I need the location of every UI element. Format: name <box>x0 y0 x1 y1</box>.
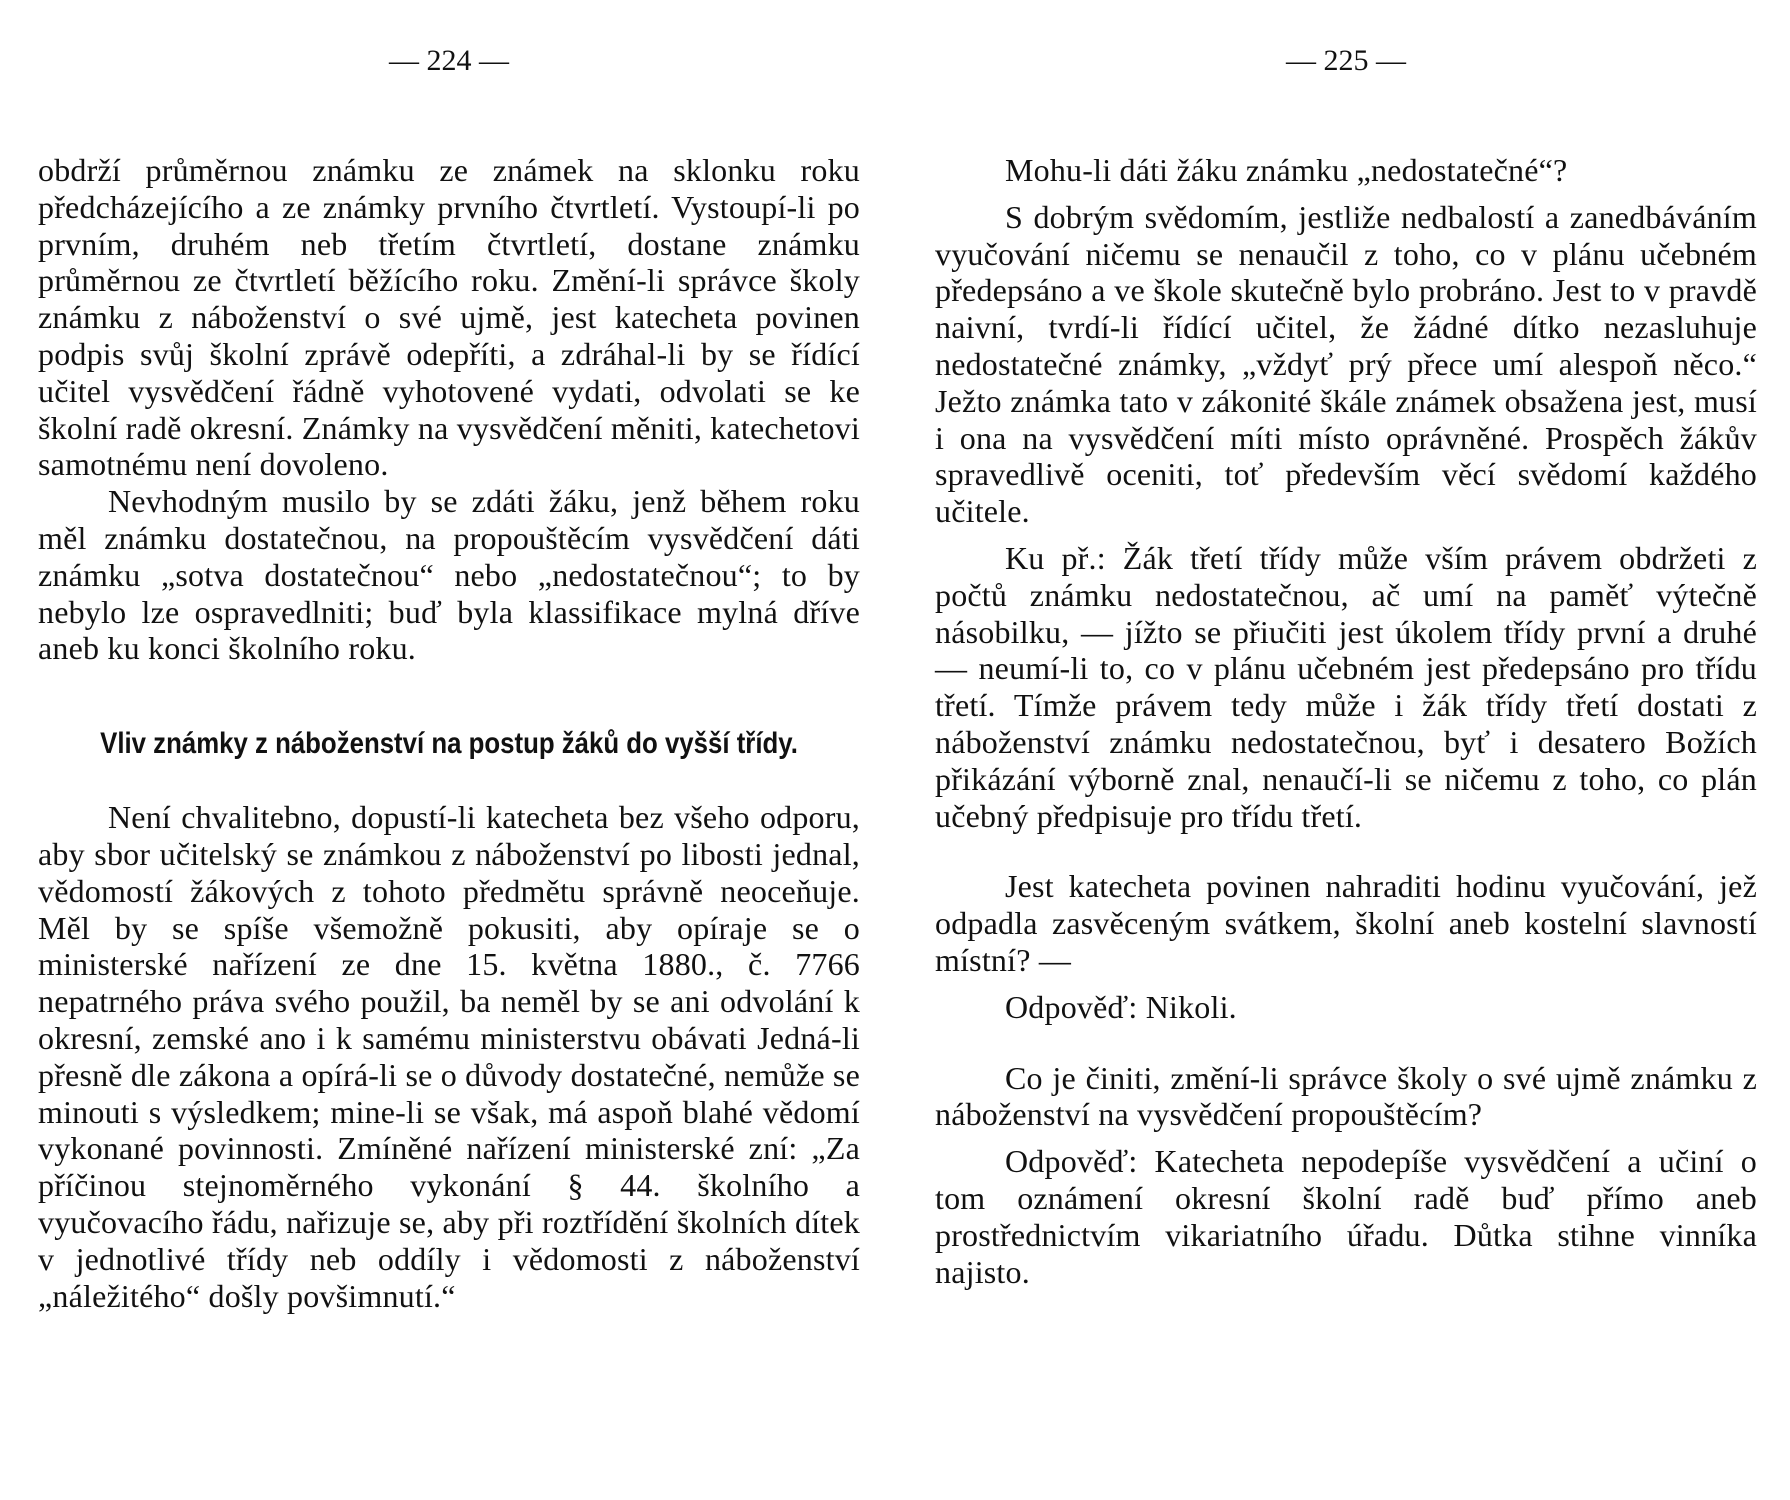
right-page <box>935 0 1757 1500</box>
spacer <box>935 834 1757 868</box>
left-paragraph-2: Nevhodným musilo by se zdáti žáku, jenž během roku měl známku dostatečnou, na propouštěcím vysvědčení dáti známku „sotva dostatečnou“ nebo „nedostatečnou“; to by nebylo lze ospravedlniti; buď byla klassifikace mylná dříve aneb ku konci školního roku. <box>38 483 860 667</box>
answer-2: Odpověď: Nikoli. <box>1005 988 1237 1025</box>
page-number-right: — 225 — <box>1286 44 1406 77</box>
right-paragraph-1: S dobrým svědomím, jestliže nedbalostí a zanedbáváním vyučování ničemu se nenaučil z toho, co v plánu učebném předepsáno a ve škole skutečně bylo probráno. Jest to v pravdě naivní, tvrdí-li řídící učitel, že žádné dítko nezasluhuje nedostatečné známky, „vždyť prý přece umí alespoň něco.“ Ježto známka tato v zákonité škále známek obsažena jest, musí i ona na vysvědčení míti místo oprávněné. Prospěch žákův spravedlivě oceniti, toť především věcí svědomí každého učitele. <box>935 198 1757 530</box>
left-page <box>38 0 860 1500</box>
spacer <box>935 979 1757 989</box>
page-number-left: — 224 — <box>389 44 509 77</box>
spacer <box>935 1133 1757 1143</box>
right-paragraph-2: Ku př.: Žák třetí třídy může vším právem obdržeti z počtů známku nedostatečnou, ač umí na paměť výtečně násobilku, — jížto se přiučiti jest úkolem třídy první a druhé — neumí-li to, co v plánu učebném jest předepsáno pro třídu třetí. Tímže právem tedy může i žák třídy třetí dostati z náboženství známku nedostatečnou, byť i desatero Božích přikázání výborně znal, nenaučí-li se ničemu z toho, co plán učebný předpisuje pro třídu třetí. <box>935 539 1757 834</box>
left-paragraph-1: obdrží průměrnou známku ze známek na sklonku roku předcházejícího a ze známky prvního čtvrtletí. Vystoupí-li po prvním, druhém neb třetím čtvrtletí, dostane známku průměrnou ze čtvrtletí běžícího roku. Změní-li správce školy známku z náboženství o své ujmě, jest katecheta povinen podpis svůj školní zprávě odepříti, a zdráhal-li by se řídící učitel vysvědčení řádně vyhotovené vydati, odvolati se ke školní radě okresní. Známky na vysvědčení měniti, katechetovi samotnému není dovoleno. <box>38 152 860 483</box>
answer-3: Odpověď: Katecheta nepodepíše vysvědčení a učiní o tom oznámení okresní školní radě buď přímo aneb prostřednictvím vikariatního úřadu. Důtka stihne vinníka najisto. <box>935 1143 1757 1290</box>
section-heading: Vliv známky z náboženství na postup žáků do vyšší třídy. <box>100 727 798 761</box>
question-3: Co je činiti, změní-li správce školy o své ujmě známku z náboženství na vysvědčení propouštěcím? <box>935 1059 1757 1133</box>
right-page-text <box>935 152 1757 1290</box>
left-paragraph-3: Není chvalitebno, dopustí-li katecheta bez všeho odporu, aby sbor učitelský se známkou z náboženství po libosti jednal, vědomostí žákových z tohoto předmětu správně neoceňuje. Měl by se spíše všemožně pokusiti, aby opíraje se o ministerské nařízení ze dne 15. května 1880., č. 7766 nepatrného práva svého použil, ba neměl by se ani odvolání k okresní, zemské ano i k samému ministerstvu obávati Jedná-li přesně dle zákona a opírá-li se o důvody dostatečné, nemůže se minouti s výsledkem; mine-li se však, má aspoň blahé vědomí vykonané povinnosti. Zmíněné nařízení ministerské zní: „Za příčinou stejnoměrného vykonání § 44. školního a vyučovacího řádu, nařizuje se, aby při roztřídění školních dítek v jednotlivé třídy neb oddíly i vědomosti z náboženství „náležitého“ došly povšimnutí.“ <box>38 799 860 1314</box>
spacer <box>935 1026 1757 1060</box>
question-1: Mohu-li dáti žáku známku „nedostatečné“? <box>1005 152 1568 188</box>
question-2: Jest katecheta povinen nahraditi hodinu vyučování, jež odpadla zasvěceným svátkem, školní aneb kostelní slavností místní? — <box>935 868 1757 978</box>
left-page-text <box>38 152 860 1314</box>
spacer <box>935 189 1757 199</box>
spacer <box>935 530 1757 540</box>
